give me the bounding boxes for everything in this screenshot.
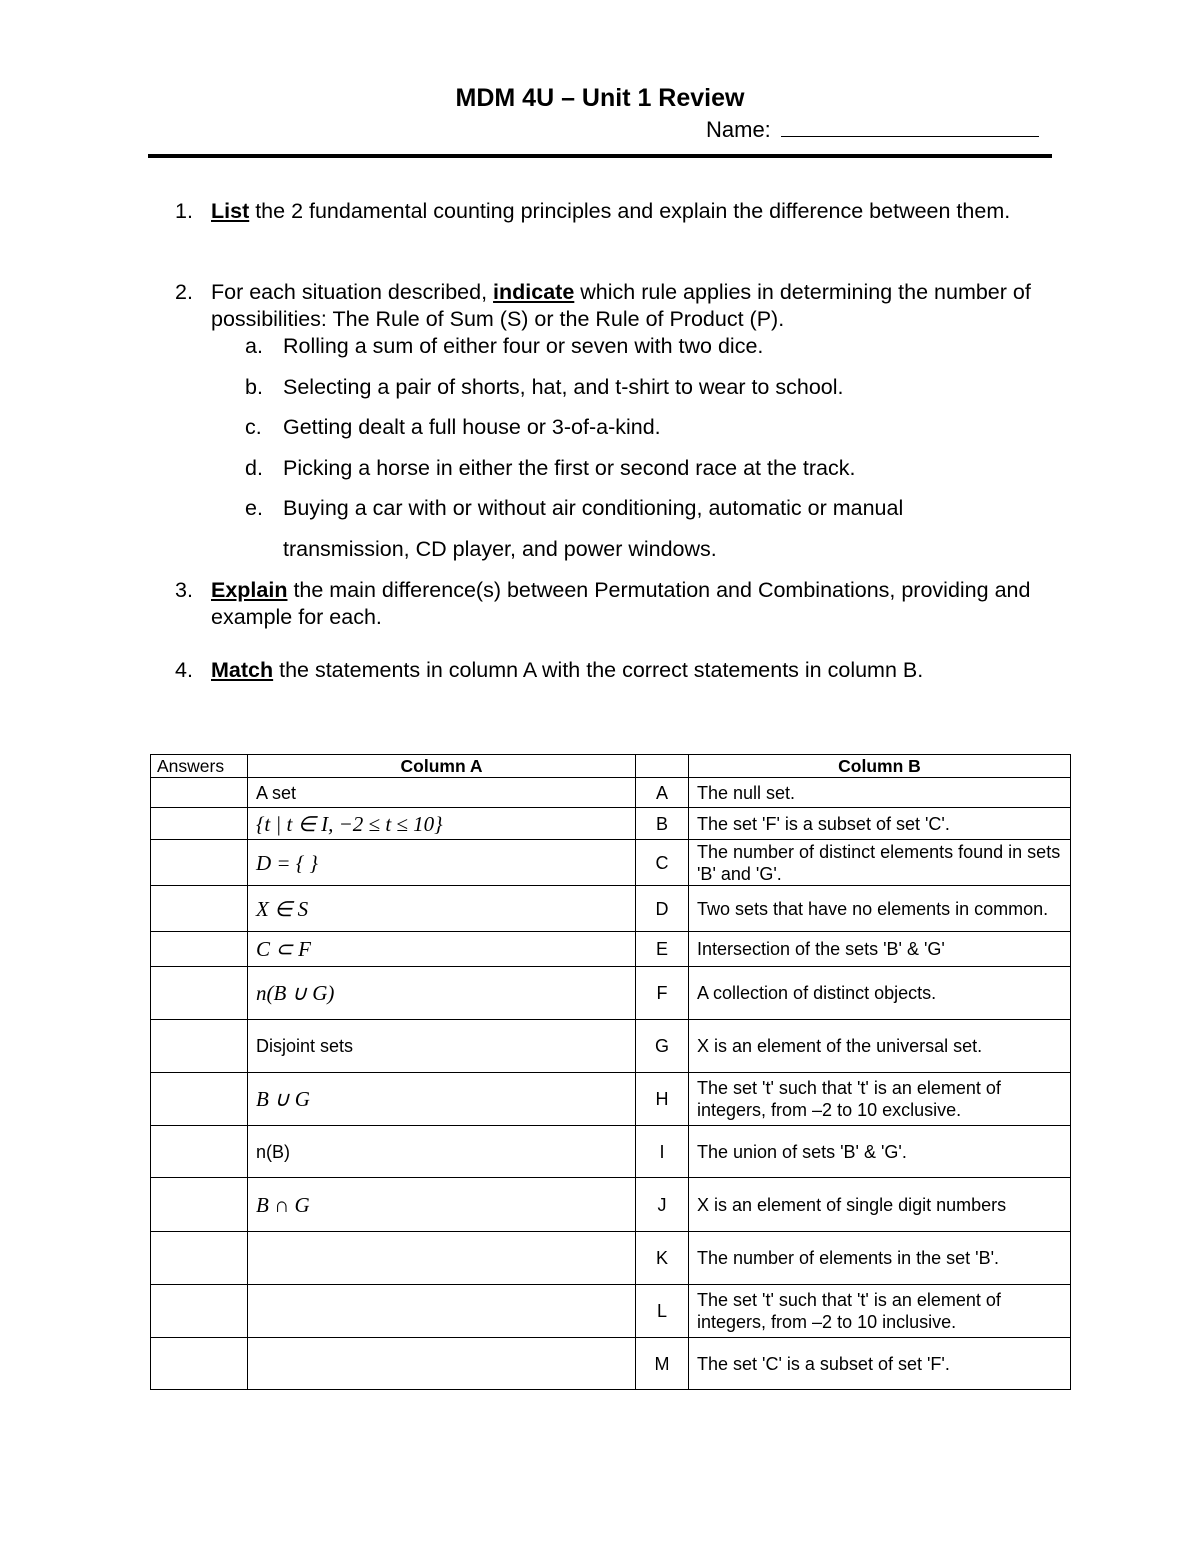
question-body: which rule applies in determining the number of possibilities: The Rule of Sum (S) or the Rule of Product (P). (211, 280, 1031, 331)
column-b-cell: Intersection of the sets 'B' & 'G' (689, 932, 1071, 967)
letter-cell: B (636, 808, 689, 840)
column-b-cell: The number of elements in the set 'B'. (689, 1232, 1071, 1285)
letter-cell: H (636, 1073, 689, 1126)
table-header-row (151, 755, 1071, 778)
letter-cell: E (636, 932, 689, 967)
column-a-cell: A set (248, 778, 636, 808)
column-a-cell: B ∪ G (248, 1073, 636, 1126)
column-a-cell: n(B ∪ G) (248, 967, 636, 1020)
part-letter: b. (245, 375, 263, 399)
part-text: Buying a car with or without air conditioning, automatic or manual (283, 496, 904, 520)
question-text (211, 577, 1031, 631)
letter-cell: K (636, 1232, 689, 1285)
table-row (151, 1126, 1071, 1178)
header-column-a: Column A (248, 755, 636, 778)
table-row (151, 967, 1071, 1020)
question-keyword: Match (211, 658, 274, 682)
table-row (151, 932, 1071, 967)
answer-cell[interactable] (151, 1073, 248, 1126)
part-text: Selecting a pair of shorts, hat, and t-shirt to wear to school. (283, 375, 844, 399)
part-text-continued: transmission, CD player, and power windows. (283, 537, 717, 561)
name-blank-line (781, 116, 1039, 137)
question-number: 2. (175, 280, 193, 304)
table-row (151, 778, 1071, 808)
letter-cell: A (636, 778, 689, 808)
table-row (151, 840, 1071, 886)
question-keyword: indicate (493, 280, 575, 304)
table-row (151, 808, 1071, 840)
question-number: 4. (175, 658, 193, 682)
header-divider (148, 154, 1052, 158)
answer-cell[interactable] (151, 1126, 248, 1178)
column-a-cell: C ⊂ F (248, 932, 636, 967)
column-b-cell: The union of sets 'B' & 'G'. (689, 1126, 1071, 1178)
question-number: 1. (175, 199, 193, 223)
part-letter: c. (245, 415, 262, 439)
letter-cell: I (636, 1126, 689, 1178)
answer-cell[interactable] (151, 1338, 248, 1390)
question-keyword: List (211, 199, 250, 223)
answer-cell[interactable] (151, 1020, 248, 1073)
column-a-cell (248, 1338, 636, 1390)
answer-cell[interactable] (151, 932, 248, 967)
question-text (211, 279, 1031, 333)
column-a-cell: X ∈ S (248, 886, 636, 932)
letter-cell: J (636, 1178, 689, 1232)
table-row (151, 1020, 1071, 1073)
column-b-cell: Two sets that have no elements in common. (689, 886, 1071, 932)
header-column-b: Column B (689, 755, 1071, 778)
column-a-cell (248, 1232, 636, 1285)
column-b-cell: The null set. (689, 778, 1071, 808)
letter-cell: D (636, 886, 689, 932)
letter-cell: C (636, 840, 689, 886)
page-title: MDM 4U – Unit 1 Review (455, 84, 745, 112)
question-body: the statements in column A with the correct statements in column B. (273, 658, 924, 682)
part-letter: a. (245, 334, 263, 358)
header-answers: Answers (151, 755, 248, 778)
answer-cell[interactable] (151, 778, 248, 808)
table-row (151, 1285, 1071, 1338)
column-a-cell: n(B) (248, 1126, 636, 1178)
letter-cell: L (636, 1285, 689, 1338)
header-letter (636, 755, 689, 778)
answer-cell[interactable] (151, 886, 248, 932)
question-number: 3. (175, 578, 193, 602)
part-letter: d. (245, 456, 263, 480)
answer-cell[interactable] (151, 1232, 248, 1285)
column-a-cell: D = { } (248, 840, 636, 886)
question-text (211, 198, 1031, 225)
letter-cell: G (636, 1020, 689, 1073)
question-text (211, 657, 1031, 684)
name-field (706, 116, 1039, 143)
table-row (151, 886, 1071, 932)
column-b-cell: X is an element of the universal set. (689, 1020, 1071, 1073)
part-text: Getting dealt a full house or 3-of-a-kind. (283, 415, 661, 439)
question-keyword: Explain (211, 578, 288, 602)
table-row (151, 1073, 1071, 1126)
column-b-cell: The set 't' such that 't' is an element of integers, from –2 to 10 exclusive. (689, 1073, 1071, 1126)
answer-cell[interactable] (151, 967, 248, 1020)
column-a-cell: {t | t ∈ I, −2 ≤ t ≤ 10} (248, 808, 636, 840)
part-text: Rolling a sum of either four or seven with two dice. (283, 334, 764, 358)
column-b-cell: The number of distinct elements found in sets 'B' and 'G'. (689, 840, 1071, 886)
answer-cell[interactable] (151, 808, 248, 840)
answer-cell[interactable] (151, 840, 248, 886)
table-row (151, 1338, 1071, 1390)
part-text: Picking a horse in either the first or second race at the track. (283, 456, 856, 480)
table-row (151, 1232, 1071, 1285)
column-a-cell: B ∩ G (248, 1178, 636, 1232)
part-letter: e. (245, 496, 263, 520)
column-b-cell: The set 't' such that 't' is an element of integers, from –2 to 10 inclusive. (689, 1285, 1071, 1338)
name-label: Name: (706, 117, 771, 142)
column-b-cell: The set 'F' is a subset of set 'C'. (689, 808, 1071, 840)
letter-cell: F (636, 967, 689, 1020)
matching-table (150, 754, 1071, 1390)
column-b-cell: A collection of distinct objects. (689, 967, 1071, 1020)
question-body: the 2 fundamental counting principles and explain the difference between them. (249, 199, 1011, 223)
table-row (151, 1178, 1071, 1232)
answer-cell[interactable] (151, 1285, 248, 1338)
letter-cell: M (636, 1338, 689, 1390)
column-a-cell: Disjoint sets (248, 1020, 636, 1073)
question-lead: For each situation described, (211, 280, 494, 304)
question-body: the main difference(s) between Permutation and Combinations, providing and example for each. (211, 578, 1031, 629)
column-b-cell: X is an element of single digit numbers (689, 1178, 1071, 1232)
answer-cell[interactable] (151, 1178, 248, 1232)
column-a-cell (248, 1285, 636, 1338)
column-b-cell: The set 'C' is a subset of set 'F'. (689, 1338, 1071, 1390)
